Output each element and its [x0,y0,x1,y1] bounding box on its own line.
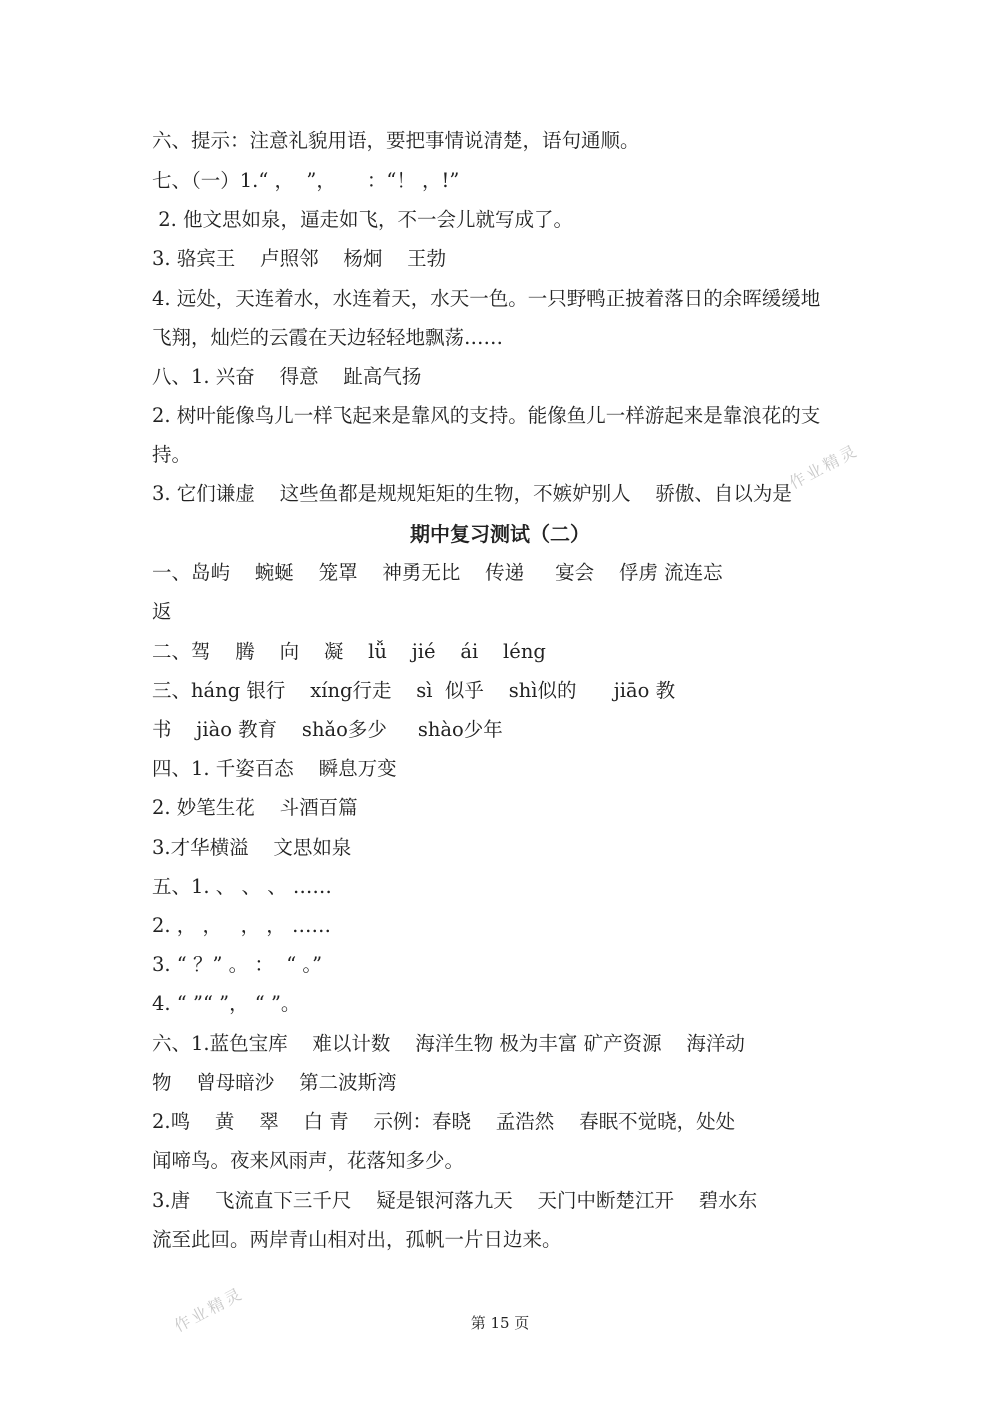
watermark-top: 作业精灵 [786,440,863,493]
midterm-line-4-3: 3.才华横溢 文思如泉 [152,836,352,859]
midterm-line-2: 二、驾 腾 向 凝 lǚ jié ái léng [152,640,546,663]
midterm-line-6-3b: 流至此回。两岸青山相对出，孤帆一片日边来。 [152,1228,562,1251]
midterm-line-5-4: 4. “ ”“ ”， “ ”。 [152,992,301,1015]
midterm-line-4-1: 四、1. 千姿百态 瞬息万变 [152,757,397,780]
answer-line-7-1: 七、（一）1.“ ， ”， ：“！ ，!” [152,169,460,192]
answer-line-8-2a: 2. 树叶能像鸟儿一样飞起来是靠风的支持。能像鱼儿一样游起来是靠浪花的支 [152,404,821,427]
midterm-line-5-1: 五、1. 、 、 、 …… [152,875,332,898]
midterm-line-6-2b: 闻啼鸟。夜来风雨声，花落知多少。 [152,1149,465,1172]
midterm-line-6-3a: 3.唐 飞流直下三千尺 疑是银河落九天 天门中断楚江开 碧水东 [152,1189,758,1212]
answer-line-8-1: 八、1. 兴奋 得意 趾高气扬 [152,365,422,388]
midterm-line-1b: 返 [152,600,172,623]
answer-line-8-2b: 持。 [152,443,192,466]
midterm-line-6-1b: 物 曾母暗沙 第二波斯湾 [152,1071,397,1094]
answer-line-7-4a: 4. 远处，天连着水，水连着天，水天一色。一只野鸭正披着落日的余晖缓缓地 [152,287,821,310]
midterm-line-6-2a: 2.鸣 黄 翠 白 青 示例：春晓 孟浩然 春眠不觉晓，处处 [152,1110,736,1133]
answer-line-7-3: 3. 骆宾王 卢照邻 杨炯 王勃 [152,247,447,270]
answer-line-8-3: 3. 它们谦虚 这些鱼都是规规矩矩的生物，不嫉妒别人 骄傲、自以为是 [152,482,792,505]
midterm-line-5-2: 2. ， ， ， ， …… [152,914,331,937]
section-title: 期中复习测试（二） [410,522,590,546]
watermark-bottom: 作业精灵 [171,1283,248,1336]
midterm-line-1a: 一、岛屿 蜿蜒 笼罩 神勇无比 传递 宴会 俘虏 流连忘 [152,561,723,584]
midterm-line-3b: 书 jiào 教育 shǎo多少 shào少年 [152,718,503,741]
midterm-line-6-1a: 六、1.蓝色宝库 难以计数 海洋生物 极为丰富 矿产资源 海洋动 [152,1032,745,1055]
page-number: 第 15 页 [470,1314,530,1332]
midterm-line-5-3: 3. “ ？” 。 ： “ 。” [152,953,323,976]
midterm-line-4-2: 2. 妙笔生花 斗酒百篇 [152,796,358,819]
midterm-line-3a: 三、háng 银行 xíng行走 sì 似乎 shì似的 jiāo 教 [152,679,676,702]
answer-line-6: 六、提示：注意礼貌用语，要把事情说清楚，语句通顺。 [152,129,640,152]
answer-line-7-4b: 飞翔，灿烂的云霞在天边轻轻地飘荡…… [152,326,504,349]
answer-line-7-2: 2. 他文思如泉，逼走如飞，不一会儿就写成了。 [152,208,574,231]
